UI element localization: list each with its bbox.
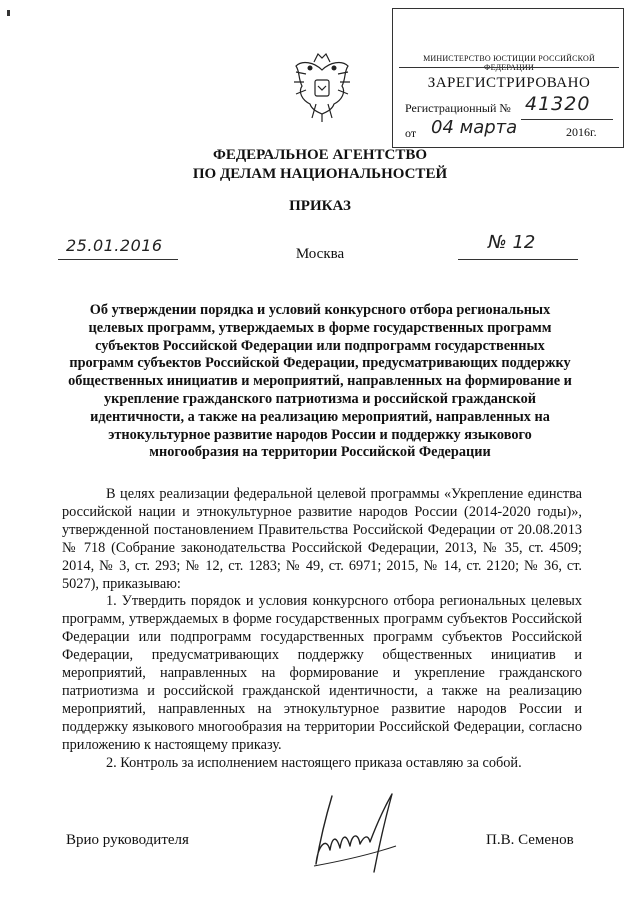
body-item-1: 1. Утвердить порядок и условия конкурсного отбора региональных целевых программ, утверждаемых в форме государственных программ субъектов Российской Федерации или подпрограмм государственных программ субъектов Российской Федерации, предусматривающих поддержку общественных инициатив и мероприятий, направленных на формирование и укрепление гражданского патриотизма и российской гражданской идентичности, а также на реализацию мероприятий, направленных на этнокультурное развитие народов России и поддержку языкового многообразия на территории Российской Федерации, согласно приложению к настоящему приказу. (62, 593, 582, 753)
agency-line-2: ПО ДЕЛАМ НАЦИОНАЛЬНОСТЕЙ (192, 166, 448, 182)
stamp-reg-underline (521, 119, 613, 120)
coat-of-arms-icon (292, 52, 352, 126)
registration-stamp (392, 8, 624, 148)
document-body (62, 486, 582, 773)
order-number: № 12 (488, 232, 536, 253)
signatory-name: П.В. Семенов (486, 832, 574, 848)
stamp-year: 2016г. (566, 125, 597, 139)
document-type: ПРИКАЗ (289, 198, 351, 214)
stamp-reg-number: 41320 (525, 93, 591, 115)
agency-line-1: ФЕДЕРАЛЬНОЕ АГЕНТСТВО (212, 147, 428, 163)
signatory-position: Врио руководителя (66, 832, 189, 848)
stamp-status: ЗАРЕГИСТРИРОВАНО (427, 75, 591, 91)
number-underline (458, 259, 578, 260)
page-mark (7, 10, 10, 16)
document-title: Об утверждении порядка и условий конкурсного отбора региональных целевых программ, утверждаемых в форме государственных программ субъектов Российской Федерации или подпрограмм государственных программ субъектов Российской Федерации, предусматривающих поддержку общественных инициатив и мероприятий, направленных на формирование и укрепление гражданского патриотизма и российской гражданской идентичности, а также на реализацию мероприятий, направленных на этнокультурное развитие народов России и поддержку языкового многообразия на территории Российской Федерации (68, 302, 572, 461)
stamp-divider (399, 67, 619, 68)
handwritten-signature (296, 786, 416, 882)
city: Москва (295, 246, 345, 262)
stamp-from-label: от (405, 126, 417, 140)
body-item-2: 2. Контроль за исполнением настоящего приказа оставляю за собой. (106, 754, 522, 771)
stamp-reg-label: Регистрационный № (405, 101, 511, 115)
stamp-ministry: МИНИСТЕРСТВО ЮСТИЦИИ РОССИЙСКОЙ ФЕДЕРАЦИИ (423, 54, 595, 72)
stamp-reg-date: 04 марта (431, 117, 518, 138)
body-intro: В целях реализации федеральной целевой программы «Укрепление единства российской нации и этнокультурное развитие народов России (2014-2020 годы)», утвержденной постановлением Правительства Российской Федерации от 20.08.2013 № 718 (Собрание законодательства Российской Федерации, 2013, № 35, ст. 4509; 2014, № 3, ст. 293; № 12, ст. 1283; № 49, ст. 6971; 2015, № 14, ст. 2120; № 36, ст. 5027), приказываю: (62, 486, 582, 592)
agency-name (0, 146, 640, 184)
order-date: 25.01.2016 (66, 236, 163, 255)
